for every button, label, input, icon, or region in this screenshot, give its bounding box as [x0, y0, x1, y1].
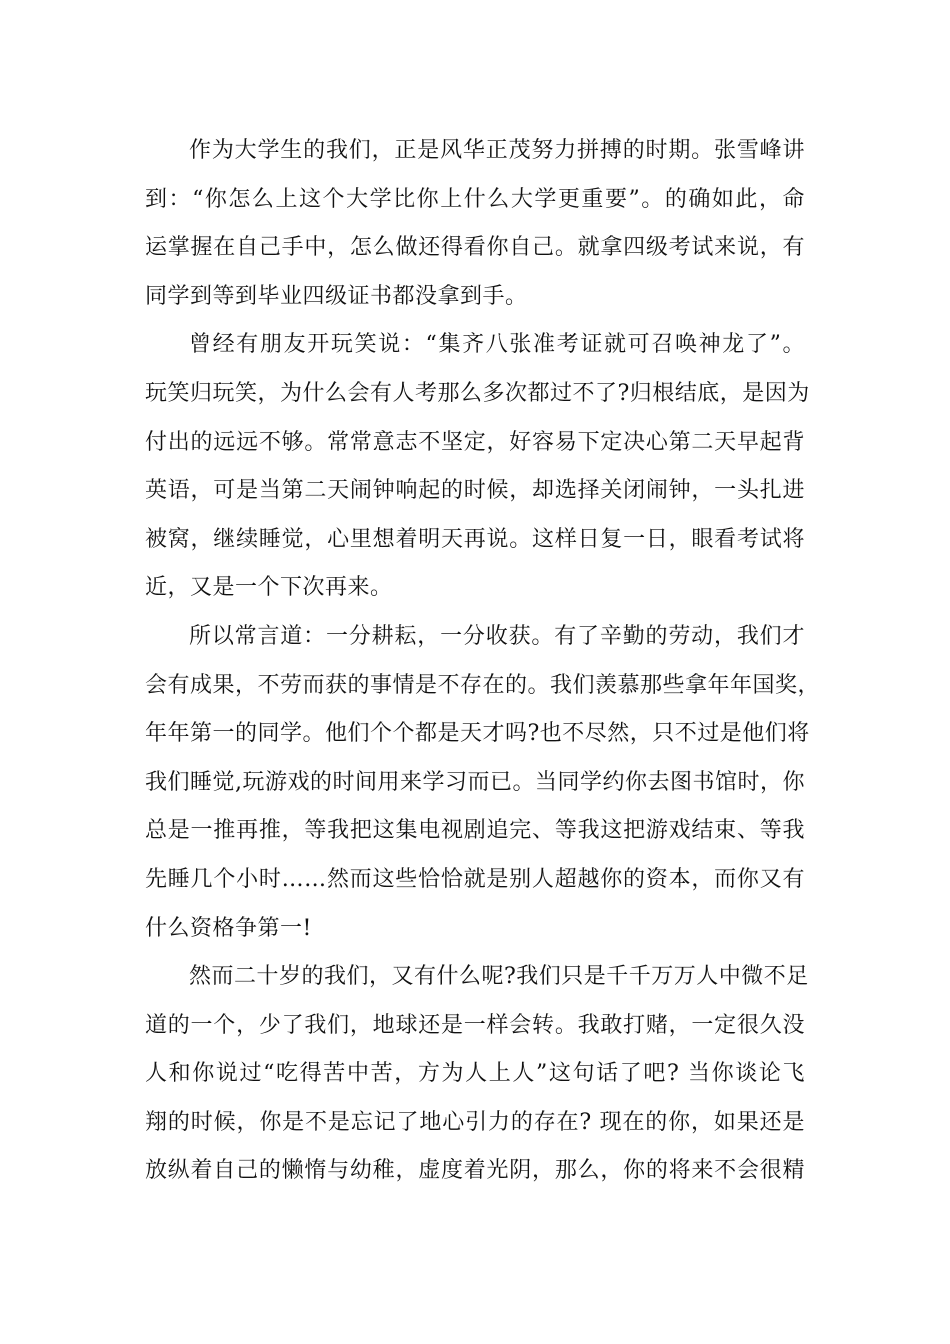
paragraph-line: 道的一个，少了我们，地球还是一样会转。我敢打赌，一定很久没 — [145, 1012, 805, 1038]
paragraph-line: 年年第一的同学。他们个个都是天才吗?也不尽然，只不过是他们将 — [145, 721, 810, 747]
paragraph-line: 翔的时候，你是不是忘记了地心引力的存在? 现在的你，如果还是 — [145, 1109, 805, 1135]
paragraph-line: 先睡几个小时……然而这些恰恰就是别人超越你的资本，而你又有 — [145, 866, 805, 892]
paragraph-line: 到：“你怎么上这个大学比你上什么大学更重要”。的确如此，命 — [145, 186, 805, 212]
paragraph-line: 所以常言道：一分耕耘，一分收获。有了辛勤的劳动，我们才 — [189, 623, 805, 649]
paragraph-line: 玩笑归玩笑，为什么会有人考那么多次都过不了?归根结底，是因为 — [145, 380, 810, 406]
paragraph-line: 同学到等到毕业四级证书都没拿到手。 — [145, 283, 528, 309]
document-body — [145, 127, 821, 1196]
paragraph-line: 人和你说过“吃得苦中苦，方为人上人”这句话了吧? 当你谈论飞 — [145, 1061, 805, 1087]
paragraph-line: 什么资格争第一! — [145, 915, 312, 941]
paragraph-line: 付出的远远不够。常常意志不坚定，好容易下定决心第二天早起背 — [145, 429, 805, 455]
paragraph-line: 放纵着自己的懒惰与幼稚，虚度着光阴，那么，你的将来不会很精 — [145, 1158, 805, 1184]
paragraph-line: 然而二十岁的我们，又有什么呢?我们只是千千万万人中微不足 — [189, 964, 809, 990]
paragraph-line: 曾经有朋友开玩笑说：“集齐八张准考证就可召唤神龙了”。 — [189, 332, 805, 358]
paragraph-line: 英语，可是当第二天闹钟响起的时候，却选择关闭闹钟，一头扎进 — [145, 478, 805, 504]
paragraph-4 — [145, 953, 809, 1196]
paragraph-2 — [145, 321, 810, 613]
paragraph-line: 作为大学生的我们，正是风华正茂努力拼搏的时期。张雪峰讲 — [189, 138, 805, 163]
paragraph-line: 被窝，继续睡觉，心里想着明天再说。这样日复一日，眼看考试将 — [145, 526, 805, 552]
paragraph-line: 运掌握在自己手中，怎么做还得看你自己。就拿四级考试来说，有 — [145, 235, 805, 261]
paragraph-3 — [145, 613, 821, 953]
paragraph-line: 我们睡觉,玩游戏的时间用来学习而已。当同学约你去图书馆时，你 — [145, 769, 805, 795]
paragraph-line: 总是一推再推，等我把这集电视剧追完、等我这把游戏结束、等我 — [145, 818, 805, 844]
paragraph-line: 会有成果，不劳而获的事情是不存在的。我们羡慕那些拿年年国奖， — [145, 672, 821, 698]
paragraph-1 — [145, 127, 805, 321]
paragraph-line: 近，又是一个下次再来。 — [145, 575, 393, 601]
